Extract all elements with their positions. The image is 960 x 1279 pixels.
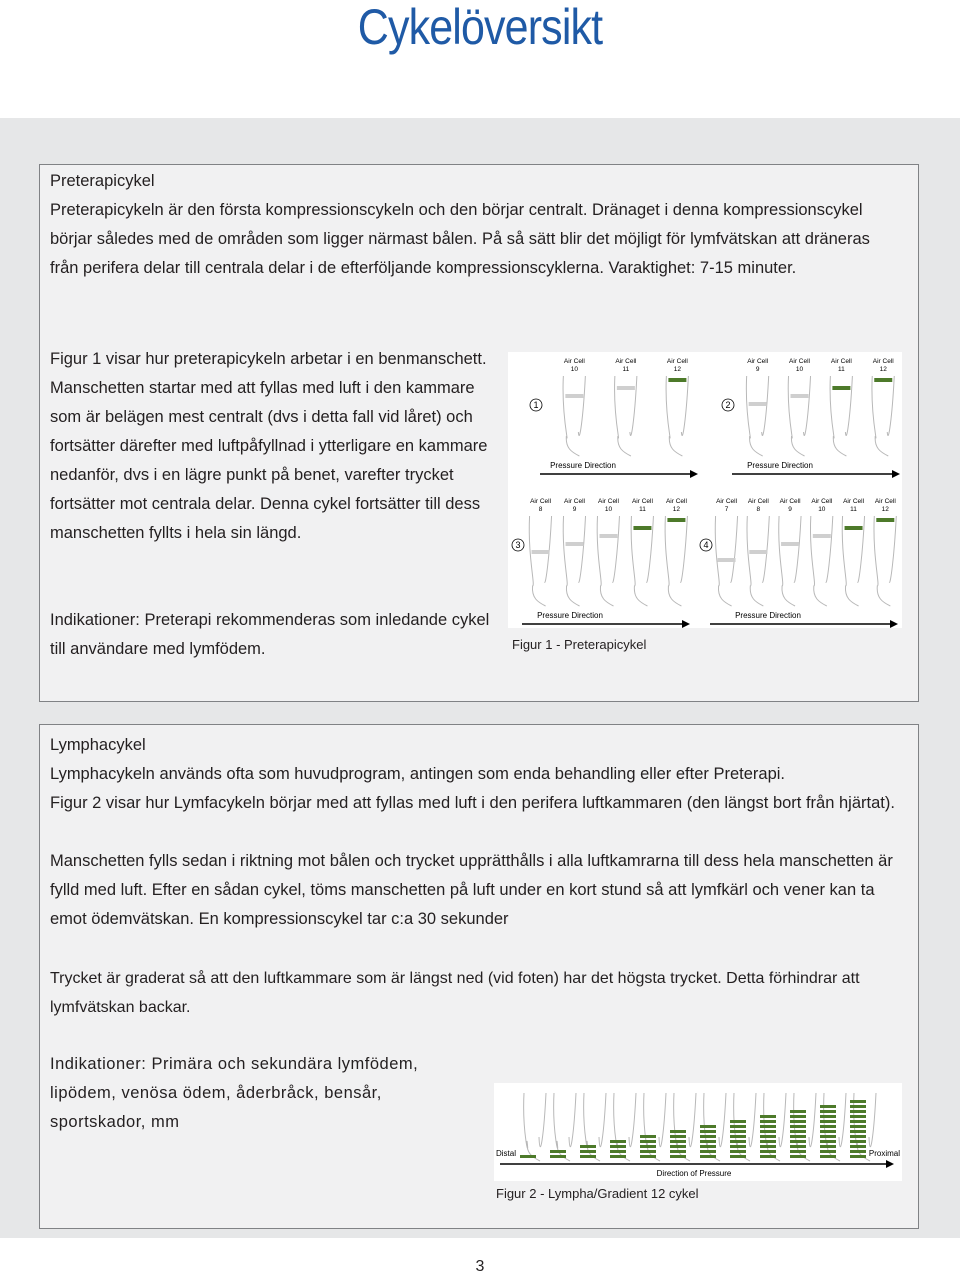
step-number: 1 bbox=[533, 400, 539, 410]
pressure-bar bbox=[760, 1150, 776, 1153]
leg-outline bbox=[747, 516, 769, 606]
air-cell-label: Air Cell bbox=[843, 498, 865, 505]
pressure-bar bbox=[850, 1100, 866, 1103]
pressure-bar bbox=[610, 1155, 626, 1158]
pressure-bar bbox=[700, 1130, 716, 1133]
step-number: 2 bbox=[725, 400, 731, 410]
arrow-head bbox=[890, 620, 898, 628]
pressure-direction-label: Pressure Direction bbox=[537, 611, 603, 620]
air-cell-bar bbox=[599, 534, 617, 538]
air-cell-number: 12 bbox=[881, 506, 889, 513]
pressure-bar bbox=[850, 1135, 866, 1138]
pressure-bar bbox=[730, 1155, 746, 1158]
air-cell-number: 8 bbox=[756, 506, 761, 513]
pressure-bar bbox=[700, 1125, 716, 1128]
figure-2 bbox=[494, 1083, 902, 1181]
pressure-bar bbox=[760, 1130, 776, 1133]
pressure-direction-label: Pressure Direction bbox=[550, 461, 616, 470]
air-cell-label: Air Cell bbox=[872, 358, 894, 365]
pressure-bar bbox=[850, 1120, 866, 1123]
air-cell-number: 11 bbox=[850, 506, 857, 513]
pressure-bar bbox=[850, 1105, 866, 1108]
air-cell-number: 12 bbox=[879, 366, 887, 373]
air-cell-bar bbox=[565, 394, 583, 398]
lympha-heading: Lymphacykel bbox=[50, 736, 146, 754]
air-cell-label: Air Cell bbox=[666, 358, 688, 365]
air-cell-bar bbox=[832, 386, 850, 390]
pressure-bar bbox=[730, 1130, 746, 1133]
air-cell-bar bbox=[532, 550, 550, 554]
pressure-bar bbox=[760, 1140, 776, 1143]
pressure-bar bbox=[520, 1155, 536, 1158]
preterapi-panel-3 bbox=[512, 498, 690, 628]
pressure-bar bbox=[700, 1135, 716, 1138]
preterapi-figure-text: Figur 1 visar hur preterapicykeln arbetar i en benmanschett. Manschetten startar med att fyllas med luft i den kammare som är belägen mest centralt (dvs i detta fall vid låret) och fortsätter därefter med luftpåfyllnad i ytterligare en kammare nedanför, dvs i en lägre punkt på benet, varefter trycket fortsätter mot centrala delar. Denna cykel fortsätter till dess manschetten fyllts i hela sin längd. bbox=[50, 350, 488, 542]
pressure-bar bbox=[850, 1125, 866, 1128]
pressure-bar bbox=[670, 1135, 686, 1138]
pressure-bar bbox=[640, 1140, 656, 1143]
pressure-bar bbox=[730, 1150, 746, 1153]
leg-outline bbox=[810, 516, 832, 606]
air-cell-bar bbox=[845, 526, 863, 530]
pressure-bar bbox=[790, 1130, 806, 1133]
air-cell-bar bbox=[718, 558, 736, 562]
pressure-bar bbox=[760, 1115, 776, 1118]
air-cell-number: 11 bbox=[622, 366, 630, 373]
pressure-bar bbox=[730, 1135, 746, 1138]
pressure-bar bbox=[790, 1110, 806, 1113]
air-cell-number: 11 bbox=[639, 506, 646, 513]
leg-outline bbox=[872, 376, 894, 456]
preterapi-panel-4 bbox=[700, 498, 898, 628]
pressure-bar bbox=[730, 1145, 746, 1148]
air-cell-bar bbox=[633, 526, 651, 530]
air-cell-label: Air Cell bbox=[598, 498, 619, 505]
pressure-bar bbox=[640, 1155, 656, 1158]
air-cell-bar bbox=[813, 534, 831, 538]
air-cell-bar bbox=[781, 542, 799, 546]
air-cell-label: Air Cell bbox=[615, 358, 637, 365]
pressure-bar bbox=[820, 1110, 836, 1113]
pressure-bar bbox=[820, 1135, 836, 1138]
pressure-bar bbox=[640, 1145, 656, 1148]
direction-label: Direction of Pressure bbox=[656, 1169, 732, 1178]
air-cell-bar bbox=[566, 542, 584, 546]
pressure-bar bbox=[760, 1155, 776, 1158]
arrow-head bbox=[682, 620, 690, 628]
pressure-bar bbox=[730, 1120, 746, 1123]
air-cell-label: Air Cell bbox=[789, 358, 811, 365]
pressure-bar bbox=[610, 1140, 626, 1143]
pressure-bar bbox=[670, 1150, 686, 1153]
pressure-bar bbox=[670, 1155, 686, 1158]
air-cell-label: Air Cell bbox=[564, 498, 586, 505]
pressure-bar bbox=[700, 1145, 716, 1148]
air-cell-bar bbox=[749, 402, 767, 406]
air-cell-label: Air Cell bbox=[747, 498, 769, 505]
preterapi-panel-1 bbox=[530, 358, 698, 478]
leg-outline bbox=[746, 376, 768, 456]
arrow-head bbox=[886, 1160, 894, 1168]
page-title: Cykelöversikt bbox=[357, 0, 603, 55]
leg-outline bbox=[529, 516, 551, 606]
air-cell-label: Air Cell bbox=[563, 358, 585, 365]
pressure-bar bbox=[850, 1110, 866, 1113]
leg-outline bbox=[788, 376, 810, 456]
step-number: 4 bbox=[703, 540, 709, 550]
air-cell-bar bbox=[667, 518, 685, 522]
pressure-bar bbox=[760, 1145, 776, 1148]
pressure-bar bbox=[760, 1135, 776, 1138]
pressure-bar bbox=[820, 1120, 836, 1123]
air-cell-number: 12 bbox=[673, 366, 682, 373]
arrow-head bbox=[892, 470, 900, 478]
pressure-bar bbox=[670, 1140, 686, 1143]
leg-outline bbox=[563, 376, 585, 456]
figure-1-caption: Figur 1 - Preterapicykel bbox=[512, 637, 647, 652]
pressure-bar bbox=[580, 1155, 596, 1158]
air-cell-bar bbox=[749, 550, 767, 554]
pressure-bar bbox=[790, 1140, 806, 1143]
air-cell-number: 9 bbox=[572, 506, 577, 513]
lympha-p3: Manschetten fylls sedan i riktning mot bålen och trycket upprätthålls i alla luftkamrarna till dess hela manschetten är fylld med luft. Efter en sådan cykel, töms manschetten på luft under en kort stund så att lymfkärl och vener kan ta emot ödemvätskan. En kompressionscykel tar c:a 30 sekunder bbox=[50, 852, 893, 928]
pressure-bar bbox=[760, 1125, 776, 1128]
pressure-direction-label: Pressure Direction bbox=[735, 611, 801, 620]
leg-outline bbox=[779, 516, 801, 606]
air-cell-label: Air Cell bbox=[665, 498, 687, 505]
arrow-head bbox=[690, 470, 698, 478]
pressure-bar bbox=[790, 1120, 806, 1123]
pressure-bar bbox=[700, 1155, 716, 1158]
air-cell-bar bbox=[874, 378, 892, 382]
pressure-bar bbox=[820, 1150, 836, 1153]
pressure-bar bbox=[790, 1155, 806, 1158]
air-cell-number: 10 bbox=[570, 366, 578, 373]
pressure-bar bbox=[820, 1140, 836, 1143]
air-cell-label: Air Cell bbox=[811, 498, 833, 505]
preterapi-indication: Indikationer: Preterapi rekommenderas som inledande cykel till användare med lymfödem. bbox=[50, 611, 490, 658]
air-cell-bar bbox=[791, 394, 809, 398]
pressure-bar bbox=[670, 1130, 686, 1133]
pressure-bar bbox=[730, 1125, 746, 1128]
pressure-bar bbox=[790, 1135, 806, 1138]
pressure-bar bbox=[850, 1140, 866, 1143]
pressure-bar bbox=[850, 1130, 866, 1133]
pressure-bar bbox=[790, 1145, 806, 1148]
preterapi-heading: Preterapicykel bbox=[50, 172, 155, 190]
air-cell-number: 10 bbox=[795, 366, 804, 373]
preterapi-intro: Preterapicykeln är den första kompressionscykeln och den börjar centralt. Dränaget i denna kompressionscykel börjar således med de områden som ligger närmast bålen. På så sätt blir det möjligt för lymfvätskan att dräneras från perifera delar till centrala delar i de efterföljande kompressionscyklerna. Varaktighet: 7-15 minuter. bbox=[50, 201, 870, 277]
lympha-p1: Lymphacykeln används ofta som huvudprogram, antingen som enda behandling eller efter Preterapi. bbox=[50, 765, 785, 783]
pressure-bar bbox=[820, 1145, 836, 1148]
pressure-bar bbox=[790, 1150, 806, 1153]
pressure-bar bbox=[790, 1125, 806, 1128]
air-cell-label: Air Cell bbox=[631, 498, 653, 505]
lympha-p2: Figur 2 visar hur Lymfacykeln börjar med att fyllas med luft i den perifera luftkammaren (den längst bort från hjärtat). bbox=[50, 794, 895, 812]
pressure-bar bbox=[640, 1150, 656, 1153]
air-cell-bar bbox=[876, 518, 894, 522]
pressure-bar bbox=[640, 1135, 656, 1138]
pressure-bar bbox=[580, 1150, 596, 1153]
pressure-bar bbox=[820, 1130, 836, 1133]
proximal-label: Proximal bbox=[868, 1149, 900, 1158]
air-cell-label: Air Cell bbox=[830, 358, 852, 365]
pressure-bar bbox=[790, 1115, 806, 1118]
pressure-bar bbox=[850, 1115, 866, 1118]
pressure-bar bbox=[850, 1155, 866, 1158]
air-cell-number: 10 bbox=[604, 506, 613, 513]
leg-outline bbox=[597, 516, 619, 606]
pressure-bar bbox=[760, 1120, 776, 1123]
pressure-bar bbox=[550, 1155, 566, 1158]
air-cell-number: 8 bbox=[538, 506, 543, 513]
figure-1 bbox=[508, 352, 902, 628]
air-cell-label: Air Cell bbox=[716, 498, 738, 505]
air-cell-number: 11 bbox=[838, 366, 845, 373]
pressure-bar bbox=[670, 1145, 686, 1148]
pressure-bar bbox=[610, 1145, 626, 1148]
air-cell-label: Air Cell bbox=[874, 498, 896, 505]
lympha-diagram bbox=[494, 1083, 902, 1181]
air-cell-number: 12 bbox=[672, 506, 681, 513]
distal-label: Distal bbox=[496, 1149, 517, 1158]
pressure-direction-label: Pressure Direction bbox=[747, 461, 813, 470]
figure-2-caption: Figur 2 - Lympha/Gradient 12 cykel bbox=[496, 1186, 699, 1201]
leg-outline bbox=[874, 516, 896, 606]
page-number: 3 bbox=[475, 1258, 485, 1275]
air-cell-label: Air Cell bbox=[779, 498, 801, 505]
air-cell-number: 10 bbox=[818, 506, 826, 513]
preterapi-panel-2 bbox=[722, 358, 900, 478]
air-cell-number: 9 bbox=[788, 506, 792, 513]
lympha-p4: Trycket är graderat så att den luftkammare som är längst ned (vid foten) har det högsta trycket. Detta förhindrar att lymfvätskan backar. bbox=[50, 970, 860, 1016]
pressure-bar bbox=[550, 1150, 566, 1153]
pressure-bar bbox=[730, 1140, 746, 1143]
pressure-bar bbox=[820, 1105, 836, 1108]
pressure-bar bbox=[610, 1150, 626, 1153]
pressure-bar bbox=[850, 1145, 866, 1148]
air-cell-bar bbox=[617, 386, 635, 390]
pressure-bar bbox=[820, 1125, 836, 1128]
step-number: 3 bbox=[515, 540, 521, 550]
leg-outline bbox=[563, 516, 585, 606]
pressure-bar bbox=[820, 1155, 836, 1158]
air-cell-bar bbox=[668, 378, 686, 382]
pressure-bar bbox=[850, 1150, 866, 1153]
pressure-bar bbox=[700, 1140, 716, 1143]
pressure-bar bbox=[700, 1150, 716, 1153]
pressure-bar bbox=[580, 1145, 596, 1148]
leg-outline bbox=[666, 376, 688, 456]
leg-outline bbox=[665, 516, 687, 606]
air-cell-label: Air Cell bbox=[747, 358, 769, 365]
pressure-bar bbox=[820, 1115, 836, 1118]
air-cell-label: Air Cell bbox=[530, 498, 552, 505]
air-cell-number: 7 bbox=[724, 506, 729, 513]
leg-outline bbox=[524, 1093, 546, 1161]
lympha-indication: Indikationer: Primära och sekundära lymfödem, lipödem, venösa ödem, åderbråck, bensår, sportskador, mm bbox=[50, 1055, 419, 1131]
preterapi-diagram bbox=[508, 352, 902, 628]
air-cell-number: 9 bbox=[755, 366, 760, 373]
